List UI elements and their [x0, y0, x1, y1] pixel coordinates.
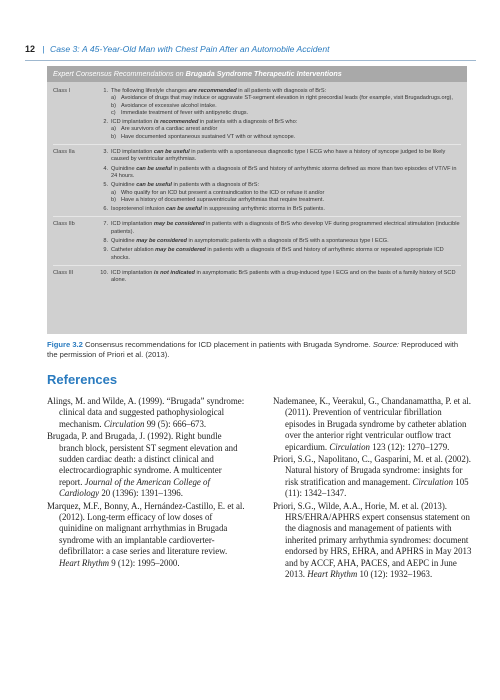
item-text-pre: Isoproterenol infusion: [111, 206, 167, 213]
item-emphasis: may be considered: [153, 221, 205, 228]
class-label: Class IIa: [53, 149, 75, 156]
item-text-pre: Catheter ablation: [111, 247, 156, 254]
item-number: 3.: [103, 149, 108, 156]
recommendation-item: [99, 238, 461, 245]
item-text-post: in patients with a diagnosis of BrS and history of arrhythmic storms defined as more than two episodes of VT/VF in 24 hours.: [111, 165, 457, 179]
item-text-pre: Quinidine: [111, 165, 137, 172]
item-emphasis: may be considered: [155, 247, 206, 254]
recommendation-item: [99, 166, 461, 181]
item-number: 9.: [103, 247, 108, 254]
item-emphasis: can be useful: [153, 149, 190, 156]
reference-entry: [273, 501, 473, 581]
item-number: 6.: [103, 206, 108, 213]
item-text-pre: Quinidine: [111, 182, 137, 189]
item-number: 1.: [103, 88, 108, 94]
page-number: 12: [25, 44, 36, 54]
item-text-post: in patients with a diagnosis of BrS who:: [198, 119, 298, 126]
references-left-column: [47, 396, 247, 570]
subitem-letter: b): [111, 196, 116, 203]
subitem-text: Have a history of documented supraventricular arrhythmias that require treatment.: [121, 196, 325, 203]
item-text: [111, 270, 461, 285]
recommendation-subitem: [99, 126, 461, 133]
caption-text: Consensus recommendations for ICD placement in patients with Brugada Syndrome.: [85, 340, 373, 349]
class-items: [99, 149, 461, 213]
class-row: [53, 266, 461, 288]
figure-title-bold: Brugada Syndrome Therapeutic Interventions: [185, 69, 342, 78]
class-label: Class III: [53, 269, 74, 276]
reference-text: Nademanee, K., Veerakul, G., Chandanamattha, P. et al. (2011). Prevention of ventricular fibrillation episodes in Brugada syndrome by catheter ablation over the anterior right ventricular outflow tract epicardium.: [273, 396, 471, 452]
recommendation-item: [99, 270, 461, 285]
item-emphasis: is recommended: [153, 119, 199, 126]
reference-text: Marquez, M.F., Bonny, A., Hernández-Castillo, E. et al. (2012). Long-term efficacy of low doses of quinidine on malignant arrhythmias in Brugada syndrome with an implantable cardioverter-defibrillator: a case series and literature review.: [47, 500, 245, 557]
figure-3-2-box: [47, 66, 467, 334]
header-separator: |: [42, 44, 45, 54]
subitem-letter: c): [111, 109, 116, 116]
item-number: 2.: [103, 119, 108, 126]
item-text-pre: Quinidine: [111, 238, 137, 245]
item-text-pre: ICD implantation: [111, 269, 154, 276]
recommendation-subitem: [99, 110, 461, 117]
subitem-text: Who qualify for an ICD but present a contraindication to the ICD or refuse it and/or: [121, 189, 325, 196]
class-label: Class I: [53, 88, 71, 94]
reference-entry: [47, 431, 247, 499]
item-emphasis: are recommended: [188, 88, 237, 94]
item-text: [111, 238, 461, 245]
item-text-post: in patients with a diagnosis of BrS and history of arrhythmic storms or repeated appropriate ICD shocks.: [111, 247, 444, 261]
reference-entry: [47, 501, 247, 569]
recommendation-item: [99, 221, 461, 236]
class-row: [53, 217, 461, 265]
item-emphasis: can be useful: [136, 165, 172, 172]
references-heading: References: [47, 372, 118, 387]
reference-volume-pages: 105 (11): 1342–1347.: [285, 476, 469, 499]
item-text: [111, 221, 461, 236]
reference-text: Brugada, P. and Brugada, J. (1992). Right bundle branch block, persistent ST segment elevation and sudden cardiac death: a distinct clinical and electrocardiographic syndrome. A multicenter report.: [47, 431, 238, 487]
subitem-letter: a): [111, 189, 116, 196]
item-emphasis: can be useful: [166, 206, 202, 213]
recommendation-item: [99, 247, 461, 262]
item-text: [111, 206, 461, 213]
references-right-column: [273, 396, 473, 582]
item-text: [111, 247, 461, 262]
recommendation-subitem: [99, 134, 461, 141]
class-row: [53, 145, 461, 217]
caption-label: Figure 3.2: [47, 340, 83, 349]
class-items: [99, 270, 461, 285]
reference-volume-pages: 9 (12): 1995–2000.: [109, 557, 180, 568]
reference-journal: Heart Rhythm: [59, 557, 110, 568]
class-items: [99, 88, 461, 141]
item-text-post: in asymptomatic BrS patients with a drug-induced type I ECG and on the basis of a family history of SCD alone.: [111, 269, 456, 284]
item-number: 8.: [103, 238, 108, 245]
subitem-letter: b): [111, 102, 116, 109]
recommendation-subitem: [99, 95, 461, 102]
recommendation-item: [99, 88, 461, 95]
item-number: 7.: [103, 221, 108, 228]
item-text-post: in all patients with diagnosis of BrS:: [236, 88, 327, 94]
class-items: [99, 221, 461, 261]
item-text-pre: ICD implantation: [111, 119, 154, 126]
recommendation-subitem: [99, 197, 461, 204]
item-number: 10.: [100, 269, 108, 276]
class-row: [53, 84, 461, 145]
subitem-text: Avoidance of excessive alcohol intake.: [121, 102, 217, 109]
reference-text: Priori, S.G., Wilde, A.A., Horie, M. et al. (2013). HRS/EHRA/APHRS expert consensus statement on the diagnosis and management of patients with inherited primary arrhythmia syndromes: document endorsed by HRS, EHRA, and APHRS in May 2013 and by ACCF, AHA, PACES, and AEPC in June 2013.: [273, 500, 472, 580]
recommendation-table: [47, 82, 467, 288]
reference-volume-pages: 20 (1396): 1391–1396.: [99, 488, 183, 499]
caption-source-label: Source:: [372, 340, 400, 349]
subitem-text: Are survivors of a cardiac arrest and/or: [121, 126, 218, 133]
item-emphasis: is not indicated: [153, 269, 195, 276]
reference-journal: Heart Rhythm: [307, 569, 358, 580]
reference-volume-pages: 99 (5): 666–673.: [144, 418, 207, 429]
reference-text: Alings, M. and Wilde, A. (1999). “Brugada” syndrome: clinical data and suggested pathophysiological mechanism.: [47, 396, 245, 429]
item-emphasis: may be considered: [136, 238, 187, 245]
item-text-pre: ICD implantation: [111, 149, 154, 156]
reference-entry: [273, 396, 473, 453]
item-text: [111, 119, 461, 126]
figure-title: [47, 66, 467, 82]
reference-entry: [47, 396, 247, 430]
item-text-post: in patients with a spontaneous diagnostic type I ECG who have a history of syncope judged to be likely caused by ventricular arrhythmias.: [111, 149, 446, 163]
subitem-text: Avoidance of drugs that may induce or aggravate ST-segment elevation in right precordial leads (for example, visit Brugadadrugs.org),: [121, 95, 453, 102]
item-number: 4.: [103, 165, 108, 172]
item-text-post: in patients with a diagnosis of BrS:: [171, 182, 260, 189]
reference-volume-pages: 10 (12): 1932–1963.: [357, 569, 433, 580]
item-text-post: in patients with a diagnosis of BrS who develop VF during programmed electrical stimulation (inducible patients).: [111, 221, 460, 235]
item-text: [111, 149, 461, 164]
recommendation-subitem: [99, 103, 461, 110]
item-text: [111, 182, 461, 189]
reference-journal: Circulation: [329, 441, 370, 452]
recommendation-subitem: [99, 190, 461, 197]
item-text-post: in asymptomatic patients with a diagnosis of BrS with a spontaneous type I ECG.: [186, 238, 389, 245]
figure-caption: [47, 340, 467, 360]
running-header: [25, 44, 329, 54]
subitem-letter: a): [111, 126, 116, 133]
item-number: 5.: [103, 182, 108, 189]
item-text-pre: The following lifestyle changes: [111, 88, 189, 94]
header-case-title: A 45-Year-Old Man with Chest Pain After an Automobile Accident: [82, 44, 330, 54]
recommendation-item: [99, 182, 461, 189]
subitem-text: Immediate treatment of fever with antipyretic drugs.: [121, 109, 249, 116]
caption-source-text: Reproduced with the permission of Priori et al. (2013).: [47, 340, 459, 359]
subitem-letter: a): [111, 95, 116, 102]
item-emphasis: can be useful: [136, 182, 172, 189]
item-text-pre: ICD implantation: [111, 221, 154, 228]
subitem-letter: b): [111, 133, 116, 140]
subitem-text: Have documented spontaneous sustained VT with or without syncope.: [121, 133, 296, 140]
recommendation-item: [99, 206, 461, 213]
reference-volume-pages: 123 (12): 1270–1279.: [369, 441, 450, 452]
figure-title-prefix: Expert Consensus Recommendations on: [53, 69, 186, 78]
header-case-label: Case 3:: [50, 44, 80, 54]
reference-journal: Circulation: [412, 476, 454, 487]
class-label: Class IIb: [53, 221, 75, 228]
item-text: [111, 88, 461, 95]
recommendation-item: [99, 149, 461, 164]
item-text-post: in suppressing arrhythmic storms in BrS patients.: [201, 206, 325, 213]
item-text: [111, 166, 461, 181]
reference-entry: [273, 454, 473, 500]
reference-journal: Journal of the American College of Cardiology: [59, 476, 210, 499]
header-rule: [25, 60, 476, 61]
recommendation-item: [99, 119, 461, 126]
reference-journal: Circulation: [103, 418, 145, 429]
reference-text: Priori, S.G., Napolitano, C., Gasparini, M. et al. (2002). Natural history of Brugada syndrome: insights for risk stratification and management.: [273, 454, 471, 487]
